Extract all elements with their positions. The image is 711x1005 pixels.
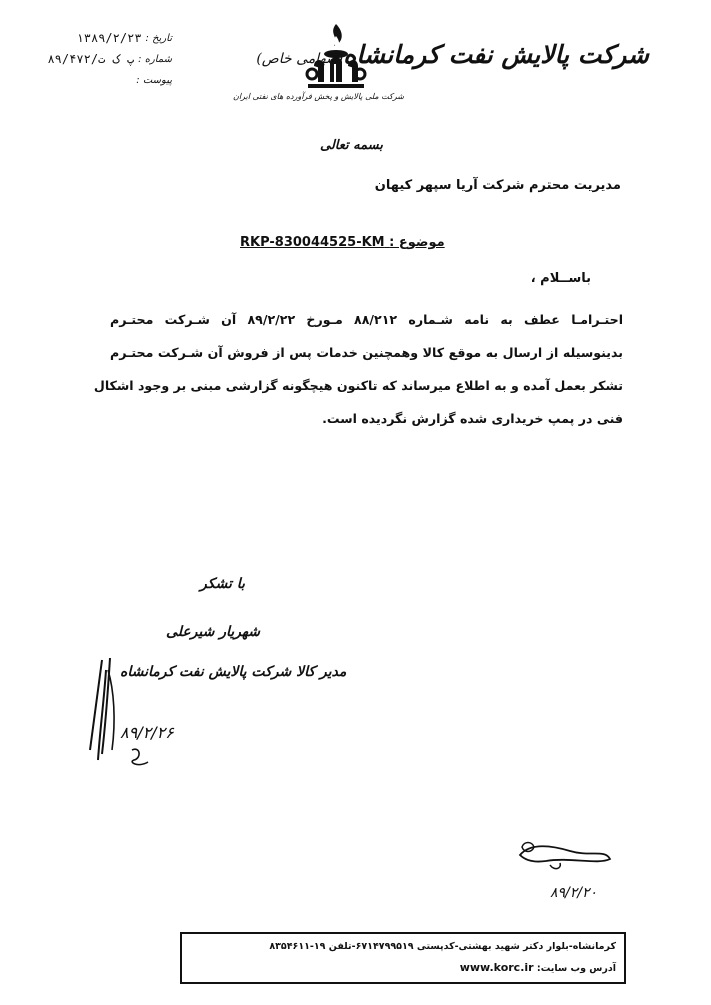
company-name <box>256 40 649 69</box>
body-line: فنی در پمپ خریداری شده گزارش نگردیده است. <box>322 411 623 426</box>
company-type: (سهامی خاص) <box>256 51 344 67</box>
footer-box <box>180 932 626 984</box>
date-label: تاریخ : <box>145 33 172 44</box>
number-row <box>47 49 172 70</box>
second-handwritten-date: ۸۹/۲/۲۰ <box>550 885 598 901</box>
subject-value: RKP-830044525-KM <box>240 235 385 250</box>
initials-scribble-icon <box>510 835 620 905</box>
subject-line <box>240 235 445 250</box>
attachment-row <box>52 70 172 91</box>
footer-website-row <box>454 961 616 974</box>
footer-website-label: آدرس وب سایت: <box>536 963 616 974</box>
handwritten-signature-icon <box>80 650 200 780</box>
company-name-text: شرکت پالایش نفت کرمانشاه <box>343 40 649 69</box>
number-label: شماره : <box>138 54 172 65</box>
date-row <box>52 28 172 49</box>
footer-website-link[interactable]: www.korc.ir <box>459 961 534 974</box>
letter-body <box>93 303 624 435</box>
subject-label: موضوع : <box>389 235 445 250</box>
body-line: بدینوسیله از ارسال به موقع کالا وهمچنین خدمات پس از فروش آن شـرکت محتـرم <box>110 345 623 360</box>
signer-name: شهریار شیرعلی <box>166 624 261 640</box>
addressee: مدیریت محترم شرکت آریا سپهر کیهان <box>374 178 621 193</box>
number-value: پ ک ت/۸۹/۴۷۲ <box>47 52 135 66</box>
attachment-label: پیوست : <box>136 75 172 86</box>
logo-caption: شرکت ملی پالایش و پخش فرآورده های نفتی ایران <box>232 92 404 101</box>
greeting: باســلام ، <box>530 271 591 286</box>
body-line: احتـرامـا عطف به نامه شـماره ۸۸/۲۱۲ مـورخ ۸۹/۲/۲۲ آن شـرکت محتـرم <box>110 312 624 327</box>
bismillah: بسمه تعالی <box>320 138 383 153</box>
date-value: ۱۳۸۹/۲/۲۳ <box>76 31 142 45</box>
body-line: تشکر بعمل آمده و به اطلاع میرساند که تاکنون هیچگونه گزارشی مبنی بر وجود اشکال <box>93 378 623 393</box>
handwritten-date: ۸۹/۲/۲۶ <box>120 723 174 742</box>
signer-title: مدیر کالا شرکت پالایش نفت کرمانشاه <box>120 664 347 680</box>
letter-meta <box>47 28 172 91</box>
footer-address: کرمانشاه-بلوار دکتر شهید بهشتی-کدپستی ۶۷۱۴۷۹۹۵۱۹-تلفن ۱۹-۸۳۵۴۶۱۱ <box>269 941 616 952</box>
closing: با تشکر <box>200 576 245 592</box>
